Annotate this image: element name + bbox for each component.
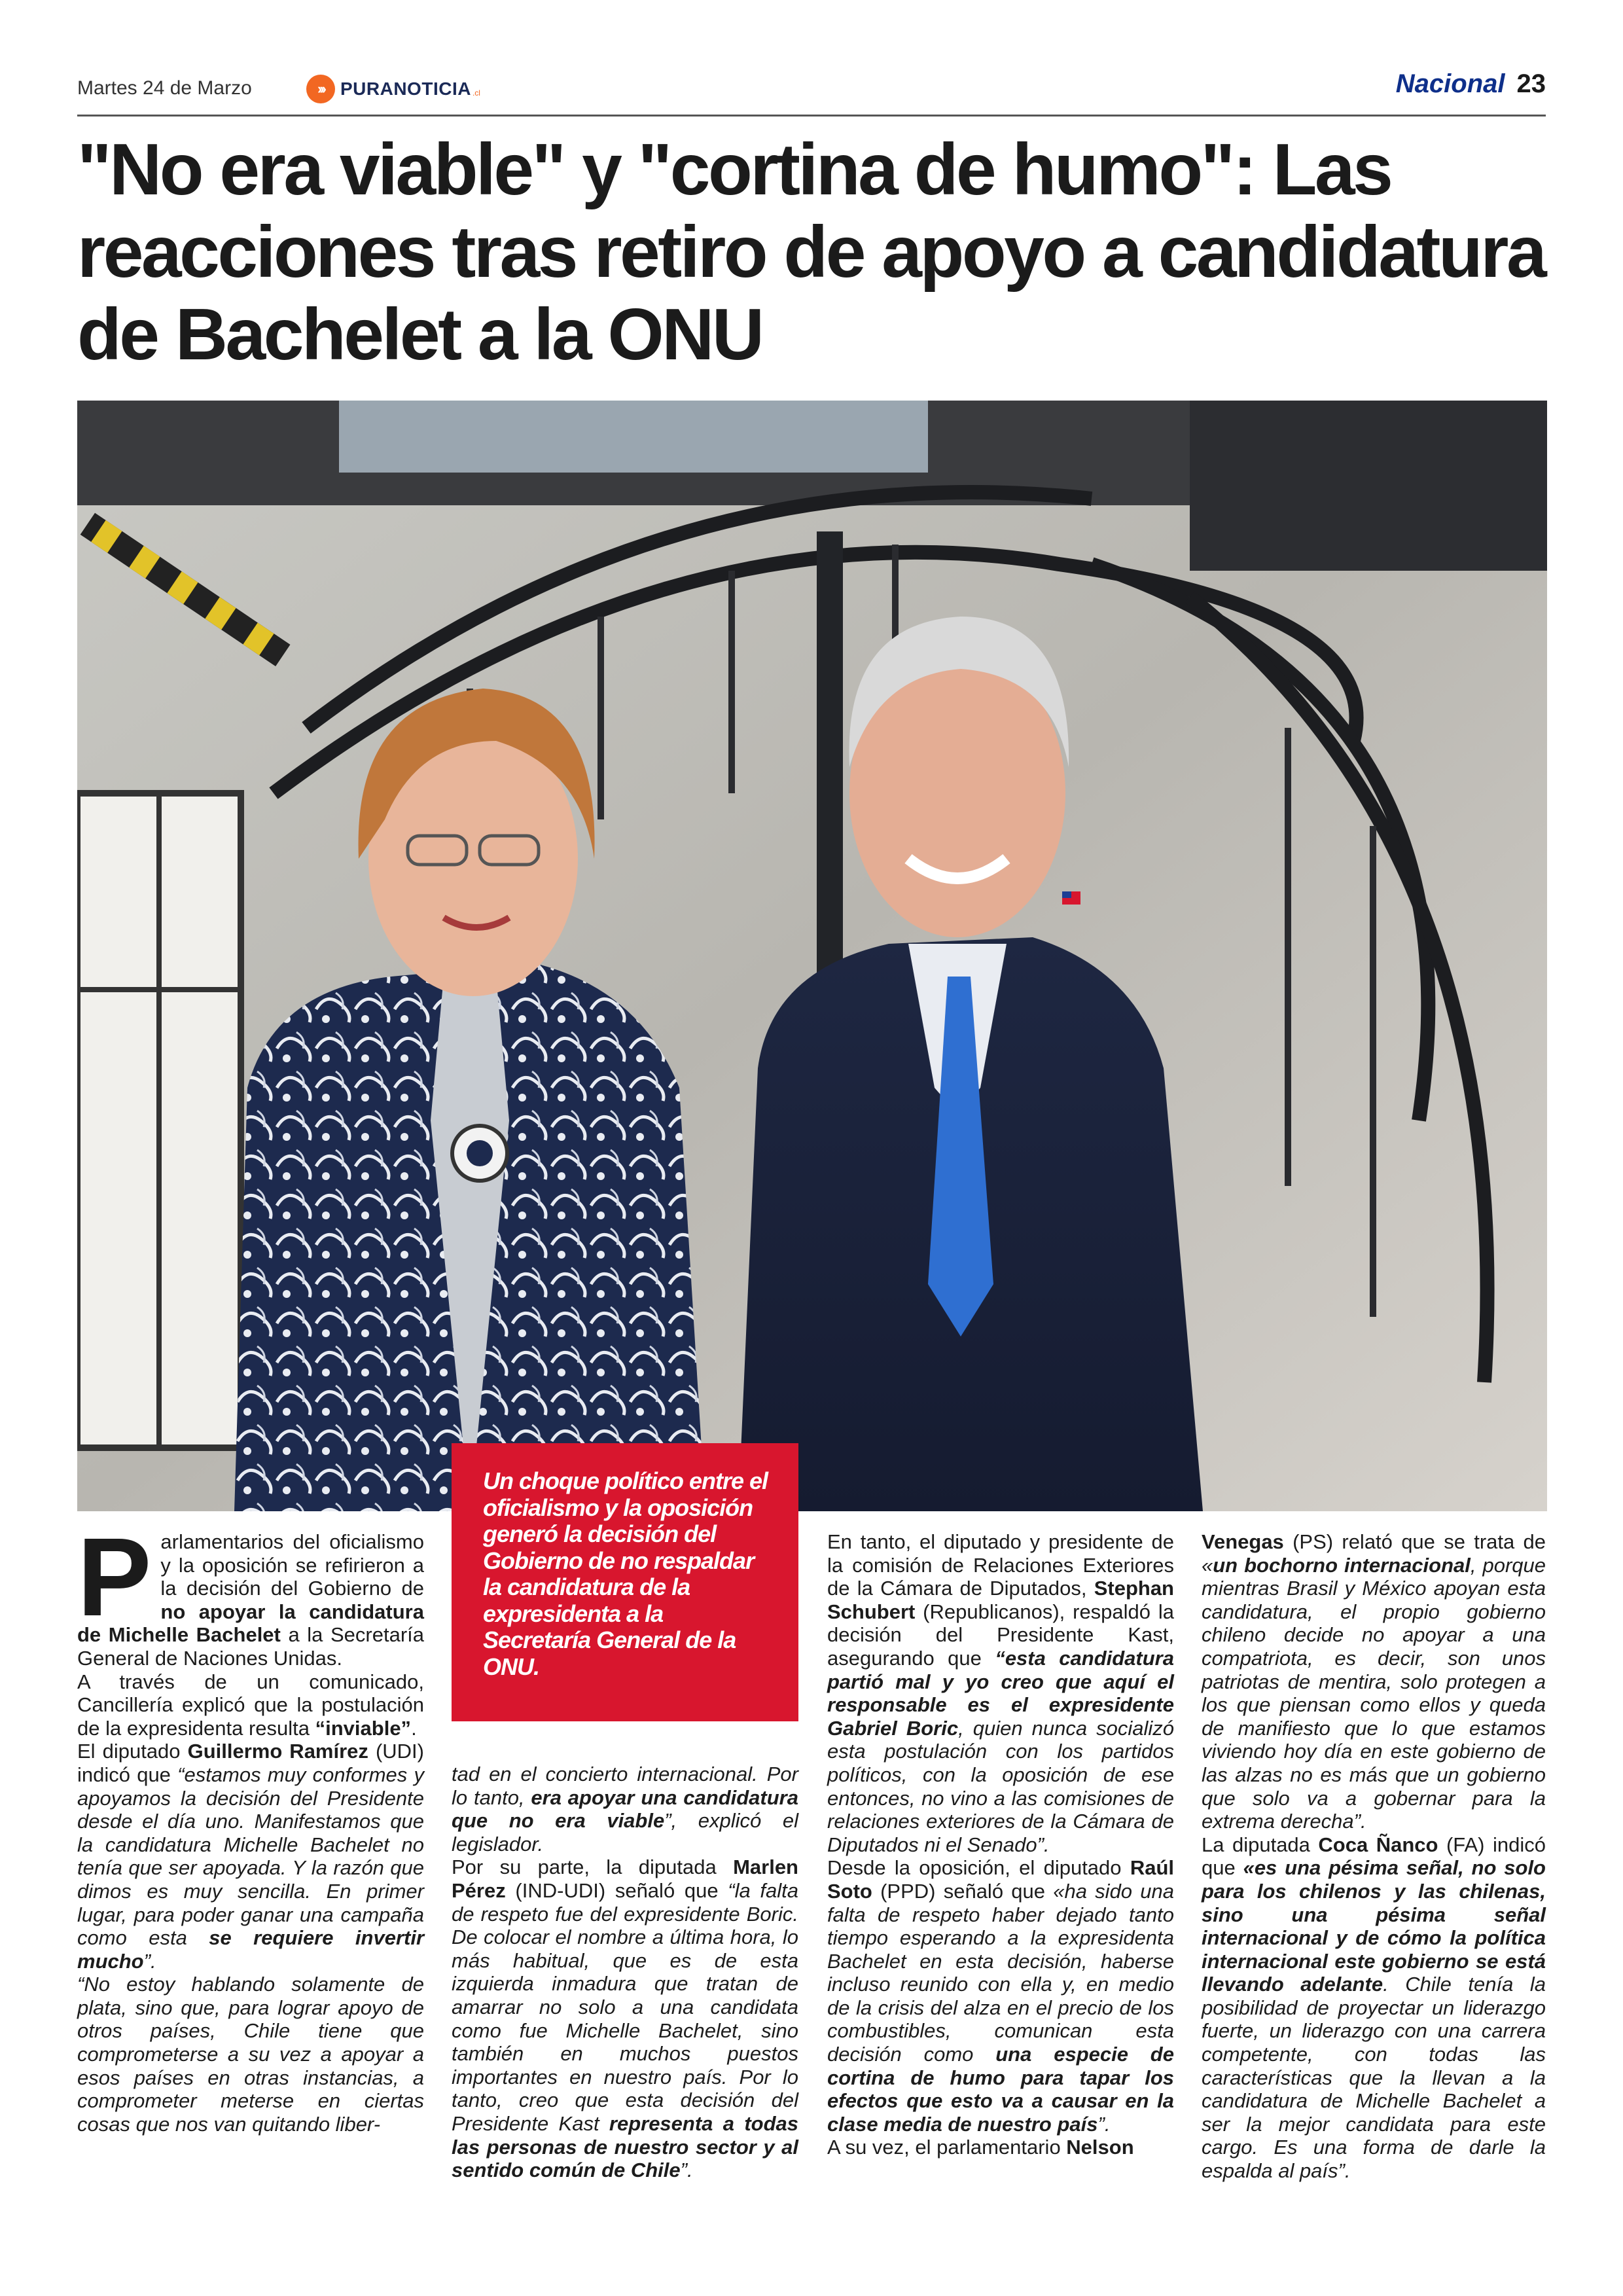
person-name: Stephan Schubert bbox=[827, 1577, 1174, 1623]
text-run: a la Secretaría General de Naciones Unidas. bbox=[77, 1623, 425, 1670]
bold-quote-run: un bochorno internacional bbox=[1213, 1553, 1471, 1577]
page-header bbox=[77, 65, 1546, 113]
text-run: . bbox=[411, 1716, 417, 1740]
person-name: Guillermo Ramírez bbox=[187, 1740, 368, 1763]
article-column-1 bbox=[77, 1515, 425, 2136]
text-run: (Republicanos), respaldó la decisión del Presidente Kast, asegurando que bbox=[827, 1600, 1174, 1670]
pull-quote: Un choque político entre el oficialismo y la oposición generó la decisión del Gobierno de no respaldar la candidatura de la expresidenta a la Secretaría General de la ONU. bbox=[483, 1467, 768, 1680]
headline: "No era viable" y "cortina de humo": Las reacciones tras retiro de apoyo a candidatura de Bachelet a la ONU bbox=[77, 129, 1545, 375]
person-name: Raúl Soto bbox=[827, 1856, 1174, 1903]
person-name: Nelson bbox=[1066, 2136, 1134, 2159]
text-run: (FA) indicó que bbox=[1202, 1833, 1546, 1880]
page-number: 23 bbox=[1516, 69, 1546, 98]
quote-run: «ha sido una falta de respeto haber dejado tanto tiempo esperando a la expresidenta Bachelet en esta decisión, haberse incluso reunido con ella y, en medio de la crisis del alza en el precio de los combustibles, comunican esta decisión como bbox=[827, 1879, 1174, 2066]
bold-run: no apoyar la candidatura de Michelle Bachelet bbox=[77, 1600, 424, 1647]
text-run: A través de un comunicado, Cancillería explicó que la postulación de la expresidenta resulta bbox=[77, 1670, 424, 1740]
pull-quote-box bbox=[452, 1443, 798, 1721]
issue-date: Martes 24 de Marzo bbox=[77, 77, 252, 99]
chevrons-icon: ››› bbox=[306, 75, 335, 103]
bold-quote-run: era apoyar una candidatura que no era viable bbox=[452, 1785, 798, 1833]
section-info bbox=[1396, 69, 1546, 99]
bold-quote-run: se requiere invertir mucho bbox=[77, 1926, 425, 1973]
quote-run: « bbox=[1202, 1553, 1213, 1577]
text-run: (UDI) indicó que bbox=[77, 1740, 424, 1786]
text-run: La diputada bbox=[1202, 1833, 1319, 1856]
quote-run: “No estoy hablando solamente de plata, sino que, para lograr apoyo de otros países, Chile tiene que comprometerse a su vez a apoyar a esos países en otras instancias, a comprometer meterse en ciertas cosas que nos van quitando liber- bbox=[77, 1973, 424, 2136]
section-name: Nacional bbox=[1395, 69, 1505, 98]
text-run: Desde la oposición, el diputado bbox=[827, 1856, 1130, 1880]
article-column-2 bbox=[452, 1763, 798, 2182]
text-run: arlamentarios del oficialismo y la oposición se refirieron a la decisión del Gobierno de bbox=[160, 1530, 424, 1600]
bold-run: “inviable” bbox=[315, 1716, 412, 1740]
quote-run: ”. bbox=[143, 1949, 156, 1973]
text-run: A su vez, el parlamentario bbox=[827, 2136, 1067, 2159]
quote-run: , quien nunca socializó esta postulación con los partidos políticos, con la oposición de ese entonces, no vino a las comisiones de relaciones exteriores de la Cámara de Diputados ni el Senado”. bbox=[827, 1716, 1174, 1856]
person-name: Venegas bbox=[1202, 1530, 1284, 1553]
brand-logo[interactable] bbox=[306, 75, 480, 103]
brand-suffix: .cl bbox=[472, 88, 480, 98]
bold-quote-run: representa a todas las personas de nuestro sector y al sentido común de Chile bbox=[452, 2111, 798, 2182]
article-column-3 bbox=[827, 1530, 1174, 2159]
text-run: (PPD) señaló que bbox=[872, 1879, 1054, 1903]
text-run: (IND-UDI) señaló que bbox=[505, 1878, 728, 1902]
bold-quote-run: “esta candidatura partió mal y yo creo que aquí el responsable es el expresidente Gabriel Boric bbox=[827, 1646, 1174, 1740]
header-divider bbox=[77, 115, 1546, 117]
text-run: (PS) relató que se trata de bbox=[1283, 1530, 1546, 1553]
quote-run: . Chile tenía la posibilidad de proyectar un liderazgo fuerte, un liderazgo con una carrera competente, con todas las características que la llevan a la candidatura de Michelle Bachelet a ser la mejor candidata para este cargo. Es una forma de darle la espalda al país”. bbox=[1202, 1973, 1546, 2183]
person-name: Marlen Pérez bbox=[452, 1856, 798, 1902]
article-column-4 bbox=[1202, 1530, 1546, 2183]
quote-run: “la falta de respeto fue del expresidente Boric. De colocar el nombre a última hora, lo más habitual, que es de esta izquierda inmadura que tratan de amarrar no solo a una candidata como fue Michelle Bachelet, sino también en muchos puestos importantes en nuestro país. Por lo tanto, creo que esta decisión del Presidente Kast bbox=[452, 1878, 798, 2135]
text-run: Por su parte, la diputada bbox=[452, 1856, 734, 1879]
brand-name: PURANOTICIA bbox=[340, 79, 471, 99]
quote-run: ”, explicó el legislador. bbox=[452, 1809, 798, 1856]
text-run: El diputado bbox=[77, 1740, 188, 1763]
quote-run: ”. bbox=[1097, 2112, 1111, 2136]
quote-run: ”. bbox=[680, 2159, 693, 2182]
lead-photo bbox=[77, 401, 1547, 1511]
quote-run: “estamos muy conformes y apoyamos la decisión del Presidente desde el día uno. Manifestamos que la candidatura Michelle Bachelet no tenía que ser apoyada. Y la razón que dimos es muy sencilla. En primer lugar, para poder ganar una campaña como esta bbox=[77, 1763, 424, 1950]
text-run: En tanto, el diputado y presidente de la comisión de Relaciones Exteriores de la Cámara de Diputados, bbox=[827, 1530, 1174, 1600]
person-name: Coca Ñanco bbox=[1318, 1833, 1438, 1856]
bold-quote-run: una especie de cortina de humo para tapar los efectos que esto va a causar en la clase media de nuestro país bbox=[827, 2043, 1174, 2136]
quote-run: , porque mientras Brasil y México apoyan esta candidatura, el propio gobierno chileno decide no apoyar a una compatriota, es decir, son unos patriotas de mentira, solo protegen a los que piensan como ellos y queda de manifiesto que lo que estamos viviendo hoy día en este gobierno de las alzas no es más que un gobierno que solo va a gobernar para la extrema derecha”. bbox=[1202, 1553, 1546, 1833]
quote-run: tad en el concierto internacional. Por lo tanto, bbox=[452, 1763, 798, 1809]
drop-cap: P bbox=[77, 1515, 152, 1640]
bold-quote-run: «es una pésima señal, no solo para los chilenos y las chilenas, sino una pésima señal internacional y de cómo la política internacional este gobierno se está llevando adelante bbox=[1202, 1856, 1546, 1996]
